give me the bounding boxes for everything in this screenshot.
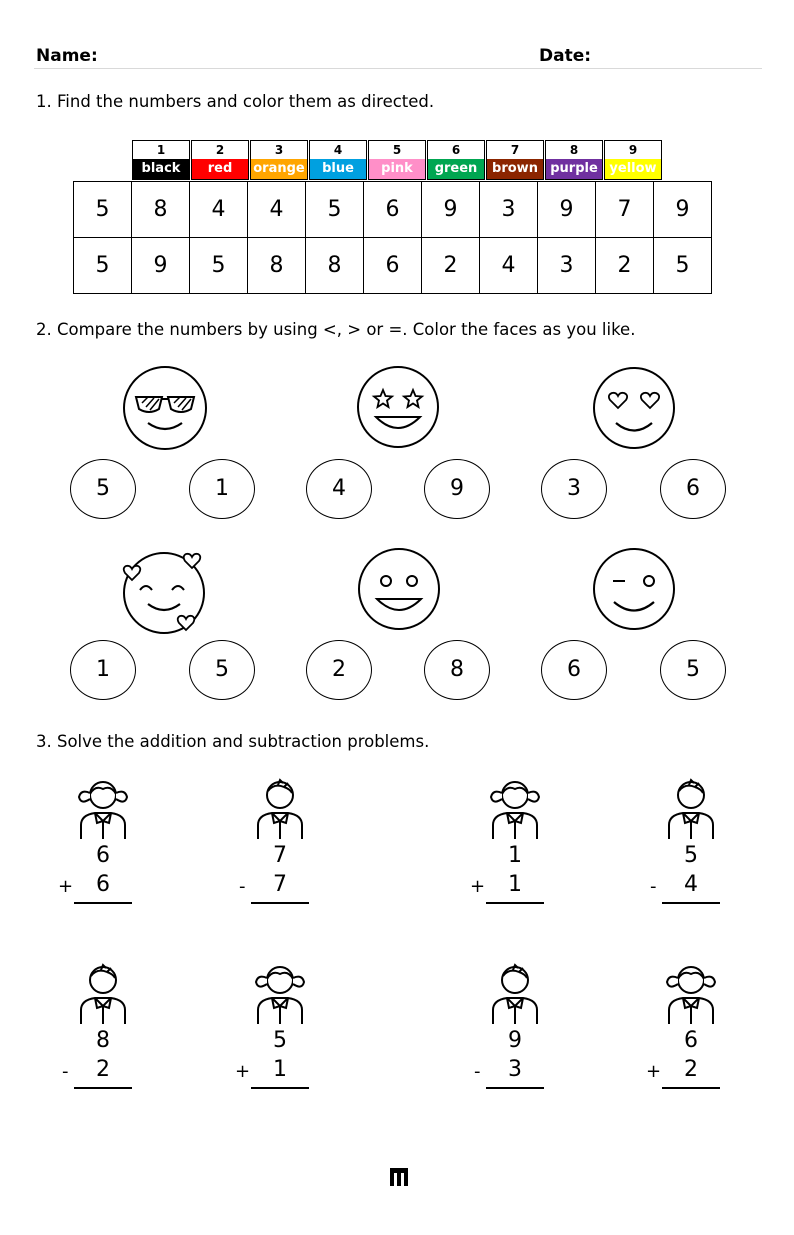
problem-top-number: 6: [96, 843, 110, 868]
compare-circle-left[interactable]: 2: [306, 640, 372, 700]
problem-top-number: 5: [273, 1028, 287, 1053]
compare-circle-left[interactable]: 6: [541, 640, 607, 700]
color-key-2: [191, 140, 249, 180]
problem-operator: +: [646, 1061, 662, 1082]
color-key-number: 7: [510, 143, 520, 157]
girl-icon: [661, 960, 721, 1026]
section3-instruction: 3. Solve the addition and subtraction problems.: [36, 732, 430, 751]
compare-circle-right[interactable]: 6: [660, 459, 726, 519]
name-label: Name:: [36, 46, 98, 66]
problem-bottom-number: 1: [273, 1057, 287, 1082]
compare-circle-right[interactable]: 5: [189, 640, 255, 700]
answer-line[interactable]: [486, 1087, 544, 1089]
problem-top-number: 8: [96, 1028, 110, 1053]
grid-cell[interactable]: 7: [596, 182, 654, 238]
sunglasses-face-icon: [122, 365, 208, 451]
girl-icon: [485, 775, 545, 841]
boy-icon: [485, 960, 545, 1026]
color-key-swatch: red: [192, 159, 248, 179]
problem-bottom-number: 2: [684, 1057, 698, 1082]
problem-operator: +: [235, 1061, 251, 1082]
color-key-7: [486, 140, 544, 180]
grid-cell[interactable]: 4: [480, 238, 538, 294]
star-eyes-face-icon: [356, 365, 440, 449]
grid-cell[interactable]: 5: [654, 238, 712, 294]
answer-line[interactable]: [662, 1087, 720, 1089]
compare-circle-right[interactable]: 9: [424, 459, 490, 519]
color-key-swatch: purple: [546, 159, 602, 179]
winking-face-icon: [592, 547, 676, 631]
answer-line[interactable]: [662, 902, 720, 904]
color-key-number: 5: [392, 143, 402, 157]
problem-top-number: 5: [684, 843, 698, 868]
color-key-number: 4: [333, 143, 343, 157]
problem-operator: +: [58, 876, 74, 897]
compare-circle-right[interactable]: 8: [424, 640, 490, 700]
compare-circle-left[interactable]: 5: [70, 459, 136, 519]
answer-line[interactable]: [74, 1087, 132, 1089]
grid-cell[interactable]: 4: [190, 182, 248, 238]
section1-instruction: 1. Find the numbers and color them as directed.: [36, 92, 435, 111]
problem-operator: -: [650, 876, 657, 897]
compare-circle-left[interactable]: 4: [306, 459, 372, 519]
grinning-face-icon: [357, 547, 441, 631]
date-label: Date:: [539, 46, 592, 66]
boy-icon: [661, 775, 721, 841]
grid-cell[interactable]: 8: [132, 182, 190, 238]
problem-bottom-number: 7: [273, 872, 287, 897]
logo-icon: [389, 1168, 409, 1186]
smiling-hearts-face-icon: [118, 548, 210, 634]
section2-instruction: 2. Compare the numbers by using <, > or =. Color the faces as you like.: [36, 320, 636, 339]
color-key-number: 2: [215, 143, 225, 157]
grid-cell[interactable]: 9: [132, 238, 190, 294]
grid-cell[interactable]: 5: [190, 238, 248, 294]
problem-top-number: 7: [273, 843, 287, 868]
color-key-number: 9: [628, 143, 638, 157]
compare-circle-left[interactable]: 1: [70, 640, 136, 700]
grid-cell[interactable]: 9: [538, 182, 596, 238]
color-key-number: 6: [451, 143, 461, 157]
grid-cell[interactable]: 5: [74, 238, 132, 294]
boy-icon: [73, 960, 133, 1026]
grid-cell[interactable]: 6: [364, 182, 422, 238]
color-key-swatch: yellow: [605, 159, 661, 179]
color-key-swatch: pink: [369, 159, 425, 179]
problem-bottom-number: 3: [508, 1057, 522, 1082]
problem-bottom-number: 2: [96, 1057, 110, 1082]
color-key-number: 3: [274, 143, 284, 157]
problem-operator: +: [470, 876, 486, 897]
problem-operator: -: [474, 1061, 481, 1082]
answer-line[interactable]: [251, 902, 309, 904]
color-key-5: [368, 140, 426, 180]
heart-eyes-face-icon: [592, 366, 676, 450]
number-grid: [73, 181, 712, 294]
problem-bottom-number: 6: [96, 872, 110, 897]
problem-top-number: 1: [508, 843, 522, 868]
color-key-8: [545, 140, 603, 180]
grid-cell[interactable]: 2: [422, 238, 480, 294]
girl-icon: [250, 960, 310, 1026]
color-key-swatch: green: [428, 159, 484, 179]
grid-cell[interactable]: 8: [306, 238, 364, 294]
color-key-4: [309, 140, 367, 180]
compare-circle-right[interactable]: 1: [189, 459, 255, 519]
grid-cell[interactable]: 3: [538, 238, 596, 294]
color-key-number: 1: [156, 143, 166, 157]
color-key-1: [132, 140, 190, 180]
answer-line[interactable]: [251, 1087, 309, 1089]
color-key-6: [427, 140, 485, 180]
problem-top-number: 6: [684, 1028, 698, 1053]
color-key-swatch: orange: [251, 159, 307, 179]
grid-row: [74, 238, 712, 294]
problem-operator: -: [62, 1061, 69, 1082]
problem-bottom-number: 1: [508, 872, 522, 897]
problem-bottom-number: 4: [684, 872, 698, 897]
grid-cell[interactable]: 5: [306, 182, 364, 238]
color-key-number: 8: [569, 143, 579, 157]
color-key-swatch: black: [133, 159, 189, 179]
color-key-3: [250, 140, 308, 180]
header-divider: [34, 68, 762, 69]
color-key-9: [604, 140, 662, 180]
problem-operator: -: [239, 876, 246, 897]
girl-icon: [73, 775, 133, 841]
grid-cell[interactable]: 2: [596, 238, 654, 294]
grid-cell[interactable]: 4: [248, 182, 306, 238]
grid-cell[interactable]: 9: [654, 182, 712, 238]
grid-row: [74, 182, 712, 238]
problem-top-number: 9: [508, 1028, 522, 1053]
color-key-swatch: blue: [310, 159, 366, 179]
grid-cell[interactable]: 8: [248, 238, 306, 294]
boy-icon: [250, 775, 310, 841]
answer-line[interactable]: [74, 902, 132, 904]
grid-cell[interactable]: 5: [74, 182, 132, 238]
grid-cell[interactable]: 6: [364, 238, 422, 294]
color-key-swatch: brown: [487, 159, 543, 179]
answer-line[interactable]: [486, 902, 544, 904]
compare-circle-left[interactable]: 3: [541, 459, 607, 519]
compare-circle-right[interactable]: 5: [660, 640, 726, 700]
grid-cell[interactable]: 9: [422, 182, 480, 238]
grid-cell[interactable]: 3: [480, 182, 538, 238]
